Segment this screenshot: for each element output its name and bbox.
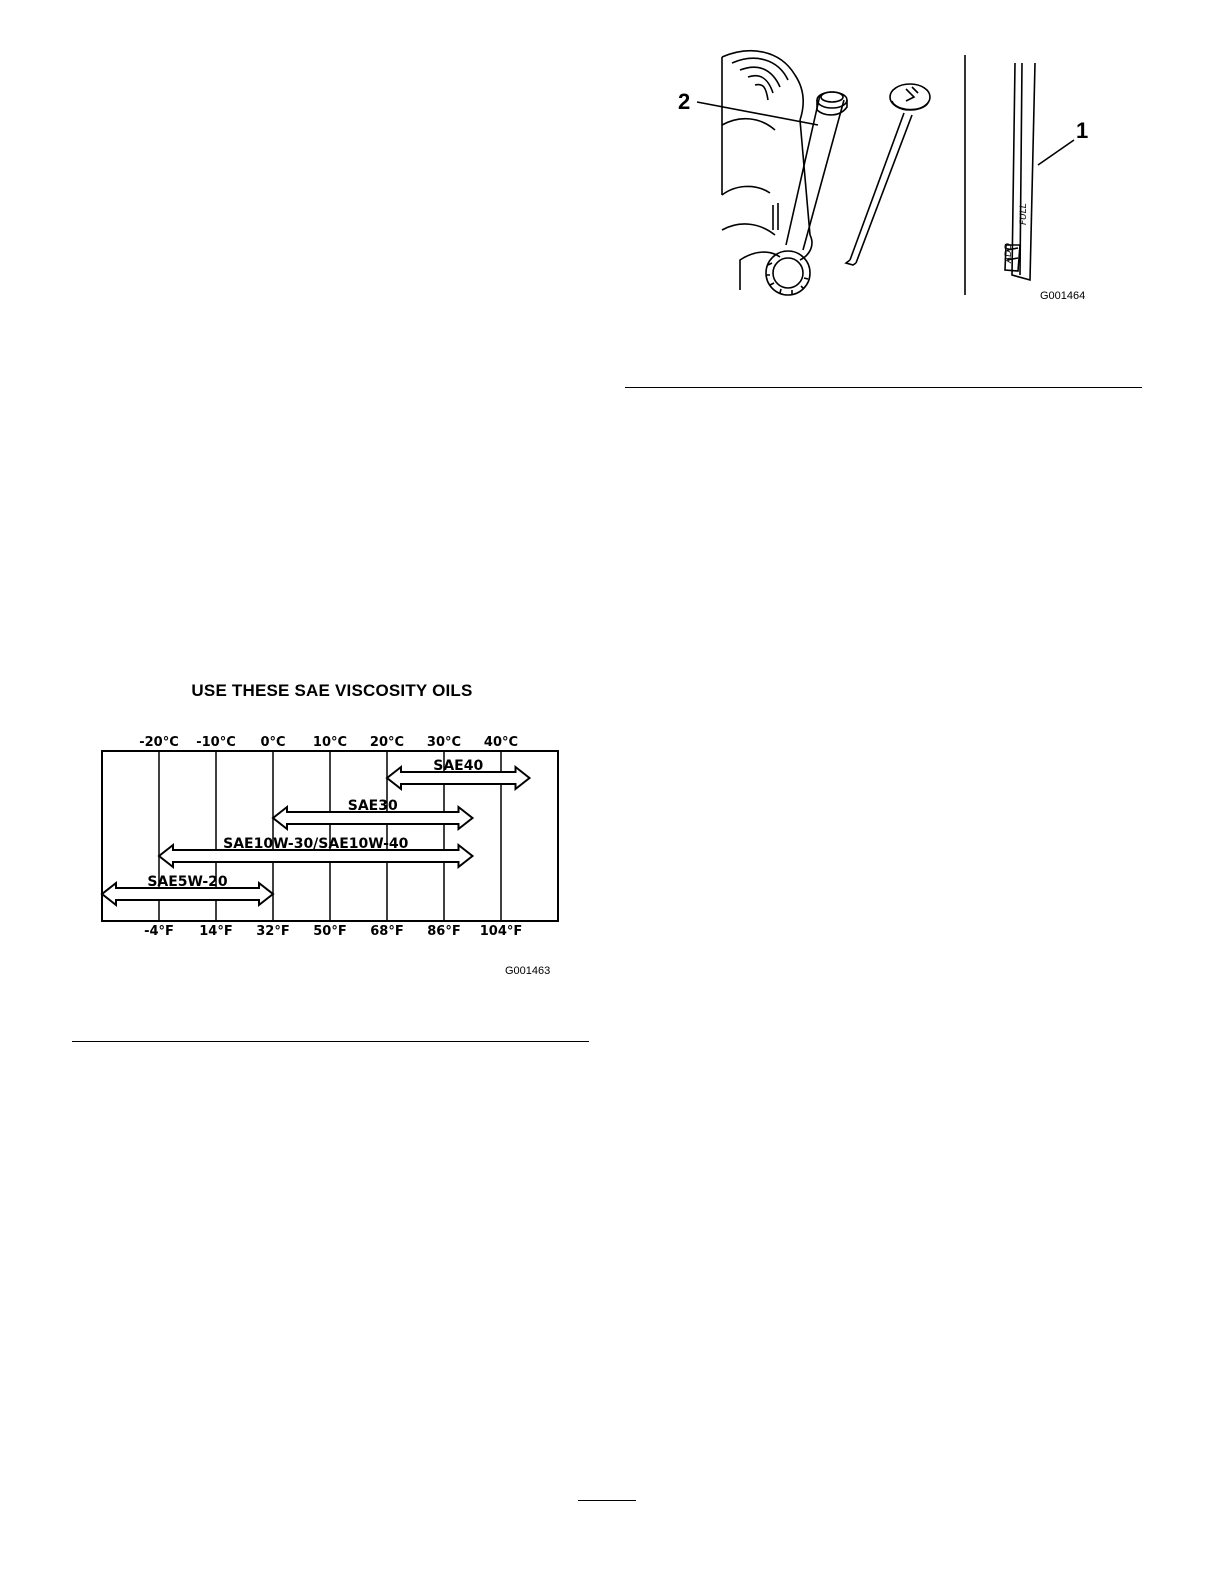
oil-range-label: SAE5W-20 — [147, 874, 228, 890]
fahrenheit-tick-label: 68°F — [370, 924, 404, 939]
dipstick-add-mark: ADD — [1004, 242, 1014, 263]
celsius-tick-label: 0°C — [260, 735, 286, 750]
oil-range-label: SAE40 — [433, 758, 484, 774]
celsius-tick-label: 40°C — [483, 735, 519, 750]
viscosity-chart — [96, 726, 566, 946]
fahrenheit-tick-label: 50°F — [313, 924, 347, 939]
callout-1: 1 — [1076, 118, 1089, 143]
oil-range-arrows — [102, 758, 530, 905]
section-divider-left — [72, 1041, 589, 1042]
celsius-tick-label: -20°C — [139, 735, 179, 750]
celsius-tick-labels — [139, 735, 518, 750]
fahrenheit-tick-label: -4°F — [144, 924, 174, 939]
oil-range-label: SAE30 — [347, 798, 398, 814]
fahrenheit-tick-label: 104°F — [479, 924, 523, 939]
viscosity-chart-title: USE THESE SAE VISCOSITY OILS — [191, 681, 473, 700]
section-divider-right — [625, 387, 1142, 388]
celsius-tick-label: 10°C — [312, 735, 348, 750]
celsius-tick-label: -10°C — [196, 735, 236, 750]
dipstick-full-mark: FULL — [1019, 203, 1029, 225]
fahrenheit-tick-label: 86°F — [427, 924, 461, 939]
fahrenheit-tick-labels — [144, 924, 522, 939]
engine-body-drawing — [697, 51, 1074, 295]
page-footer-rule — [578, 1500, 636, 1501]
oil-range-label: SAE10W-30/SAE10W-40 — [223, 836, 409, 852]
celsius-tick-label: 20°C — [369, 735, 405, 750]
fahrenheit-tick-label: 32°F — [256, 924, 290, 939]
dipstick-illustration — [660, 45, 1110, 305]
dipstick-figure-id: G001464 — [1040, 290, 1086, 302]
viscosity-figure-id: G001463 — [505, 965, 551, 977]
fahrenheit-tick-label: 14°F — [199, 924, 233, 939]
celsius-tick-label: 30°C — [426, 735, 462, 750]
callout-2: 2 — [678, 89, 691, 114]
